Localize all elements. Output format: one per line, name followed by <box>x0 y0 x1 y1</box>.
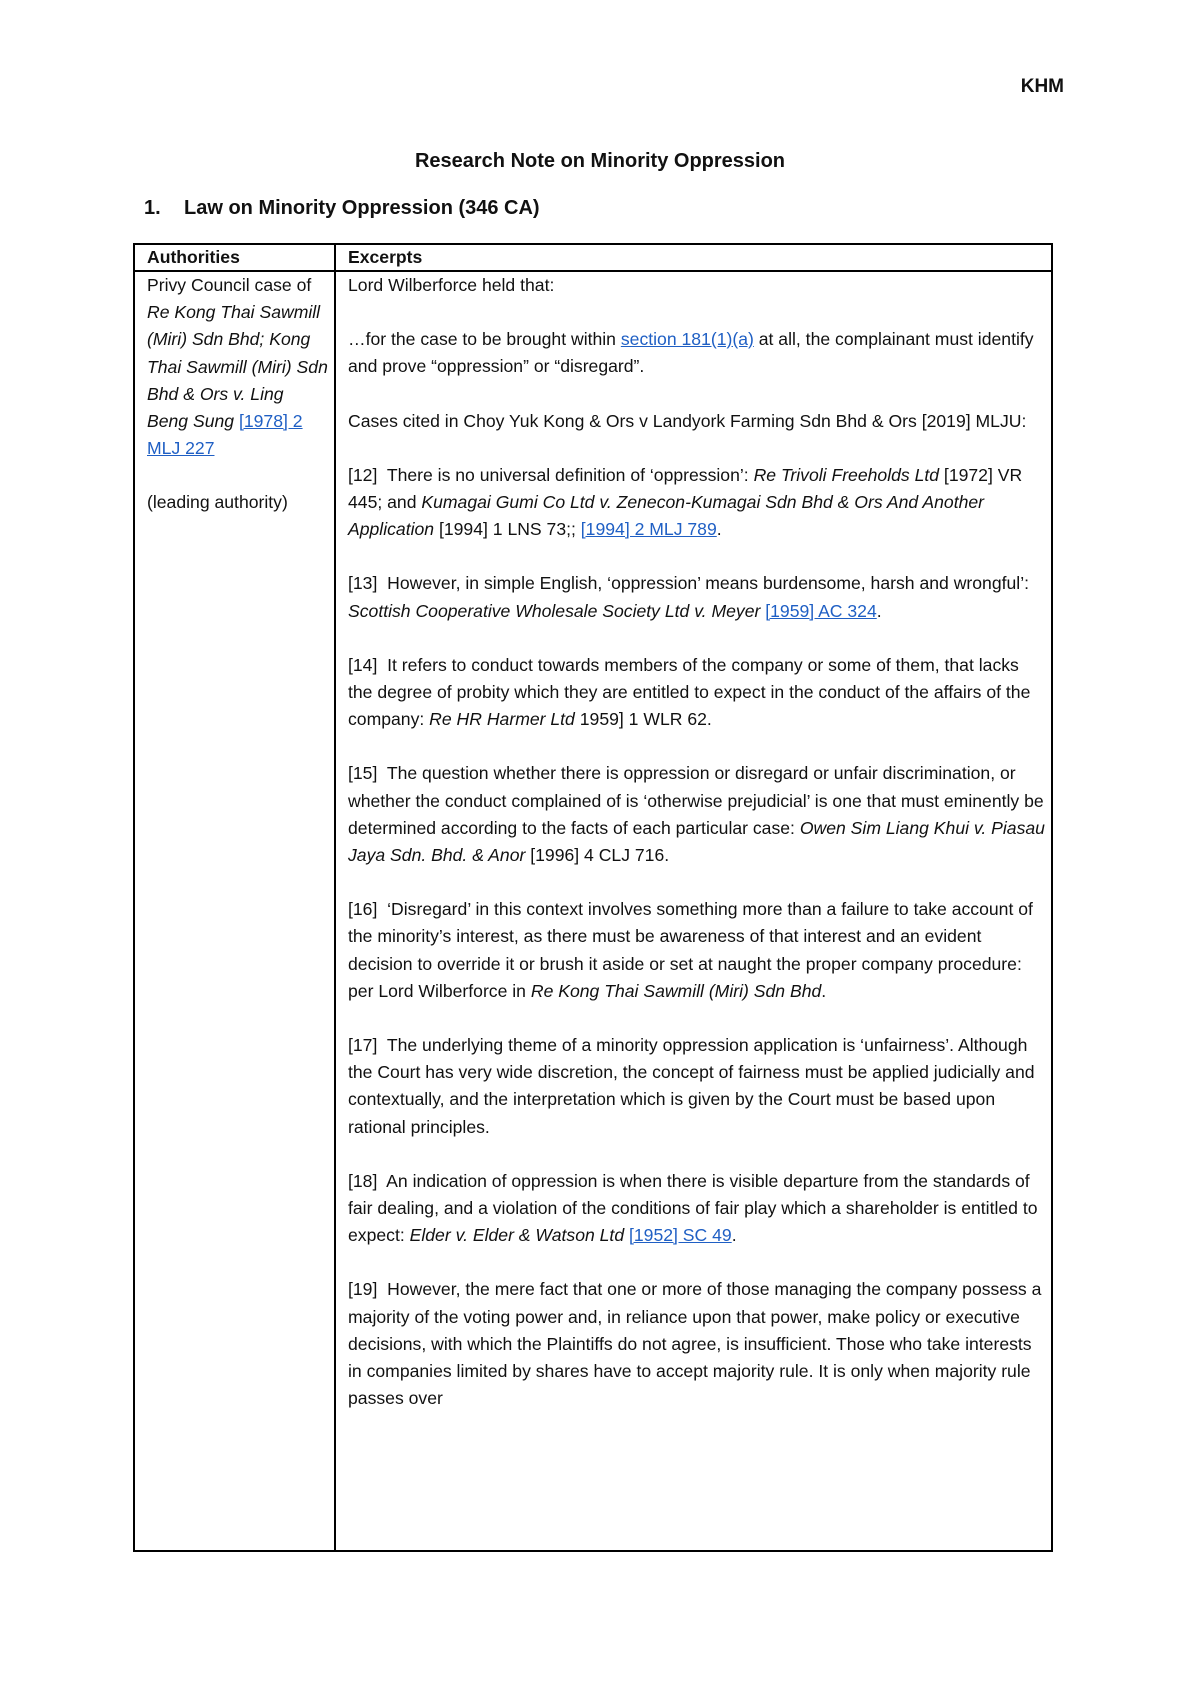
header-initials: KHM <box>1020 76 1064 97</box>
paragraph-text: . <box>716 519 722 540</box>
paragraph-number: [17] <box>348 1035 378 1056</box>
paragraph-text: [1994] 1 LNS 73;; <box>434 519 581 540</box>
column-header-excerpts: Excerpts <box>335 244 1052 271</box>
paragraph-text: . <box>821 980 827 1001</box>
document-title: Research Note on Minority Oppression <box>414 150 786 172</box>
paragraph-text: However, in simple English, ‘oppression’ means burdensome, harsh and wrongful’: <box>387 573 1029 594</box>
citation-link[interactable]: [1952] SC 49 <box>629 1225 732 1246</box>
paragraph-text: The underlying theme of a minority oppression application is ‘unfairness’. Although the Court has very wide discretion, the concept of fairness must be applied judicially and contextually, and the interpretation which is given by the Court must be based upon rational principles. <box>348 1035 1035 1137</box>
paragraph-text: It refers to conduct towards members of the company or some of them, that lacks the degree of probity which they are entitled to expect in the conduct of the affairs of the company: <box>348 654 1031 730</box>
paragraph-text: 1959] 1 WLR 62. <box>574 709 712 730</box>
paragraph-text: . <box>731 1225 737 1246</box>
authorities-table <box>133 243 1053 1552</box>
section-number: 1. <box>144 197 161 219</box>
paragraph-14 <box>348 652 1045 734</box>
paragraph-15 <box>348 760 1045 869</box>
excerpt-quote <box>348 326 1045 380</box>
paragraph-text: There is no universal definition of ‘oppression’: <box>386 464 754 485</box>
authority-cell <box>134 271 335 1551</box>
paragraph-text: [1972] VR 445; and <box>348 464 1023 513</box>
column-header-authorities: Authorities <box>134 244 335 271</box>
authority-citation-link[interactable]: [1978] 2 MLJ 227 <box>147 411 303 459</box>
authority-note: (leading authority) <box>147 492 288 513</box>
paragraph-number: [14] <box>348 654 378 675</box>
cases-cited-heading: Cases cited in Choy Yuk Kong & Ors v Landyork Farming Sdn Bhd & Ors [2019] MLJU: <box>348 410 1027 431</box>
section-title: Law on Minority Oppression (346 CA) <box>184 197 540 219</box>
case-name: Elder v. Elder & Watson Ltd <box>409 1225 625 1246</box>
section-heading <box>144 197 540 220</box>
table-row <box>134 271 1052 1551</box>
paragraph-19 <box>348 1276 1045 1412</box>
paragraph-text: An indication of oppression is when there is visible departure from the standards of fair dealing, and a violation of the conditions of fair play which a shareholder is entitled to expect: <box>348 1170 1038 1246</box>
section-181-link[interactable]: section 181(1)(a) <box>620 329 754 350</box>
excerpt-intro: Lord Wilberforce held that: <box>348 275 555 295</box>
paragraph-number: [19] <box>348 1279 378 1300</box>
paragraph-12 <box>348 462 1045 544</box>
case-name: Re Kong Thai Sawmill (Miri) Sdn Bhd <box>530 980 822 1001</box>
excerpts-cell <box>335 271 1052 1551</box>
paragraph-16 <box>348 896 1045 1005</box>
citation-link[interactable]: [1994] 2 MLJ 789 <box>580 519 717 540</box>
paragraph-text: . <box>876 600 882 621</box>
case-name: Re Trivoli Freeholds Ltd <box>753 464 940 485</box>
authority-citation <box>147 272 328 462</box>
citation-link[interactable]: [1959] AC 324 <box>765 600 877 621</box>
paragraph-text: [1996] 4 CLJ 716. <box>525 845 670 866</box>
paragraph-number: [13] <box>348 573 378 594</box>
case-name: Re HR Harmer Ltd <box>429 709 575 730</box>
authority-intro: Privy Council case of <box>147 275 312 295</box>
case-name: Owen Sim Liang Khui v. Piasau Jaya Sdn. Bhd. & Anor <box>348 817 1045 866</box>
paragraph-number: [18] <box>348 1170 378 1191</box>
paragraph-text: The question whether there is oppression or disregard or unfair discrimination, or whether the conduct complained of is ‘otherwise prejudicial’ is one that must eminently be determined according to the facts of each particular case: <box>348 763 1044 838</box>
authority-case-name: Re Kong Thai Sawmill (Miri) Sdn Bhd; Kong Thai Sawmill (Miri) Sdn Bhd & Ors v. Ling Beng Sung <box>147 302 328 432</box>
quote-text: …for the case to be brought within <box>348 329 621 350</box>
quote-text: at all, the complainant must identify and prove “oppression” or “disregard”. <box>348 329 1034 377</box>
paragraph-13 <box>348 570 1045 624</box>
paragraph-17 <box>348 1032 1045 1141</box>
case-name: Scottish Cooperative Wholesale Society Ltd v. Meyer <box>348 600 761 621</box>
paragraph-text: However, the mere fact that one or more of those managing the company possess a majority of the voting power and, in reliance upon that power, make policy or executive decisions, with which the Plaintiffs do not agree, is insufficient. Those who take interests in companies limited by shares have to accept majority rule. It is only when majority rule passes over <box>348 1279 1042 1409</box>
table-header-row <box>134 244 1052 271</box>
paragraph-number: [12] <box>348 464 378 485</box>
paragraph-number: [15] <box>348 763 378 784</box>
paragraph-number: [16] <box>348 899 378 920</box>
case-name: Kumagai Gumi Co Ltd v. Zenecon-Kumagai Sdn Bhd & Ors And Another Application <box>348 492 985 540</box>
paragraph-18 <box>348 1168 1045 1250</box>
paragraph-text: ‘Disregard’ in this context involves something more than a failure to take account of the minority’s interest, as there must be awareness of that interest and an evident decision to override it or brush it aside or set at naught the proper company procedure: per Lord Wilberforce in <box>348 899 1033 1001</box>
